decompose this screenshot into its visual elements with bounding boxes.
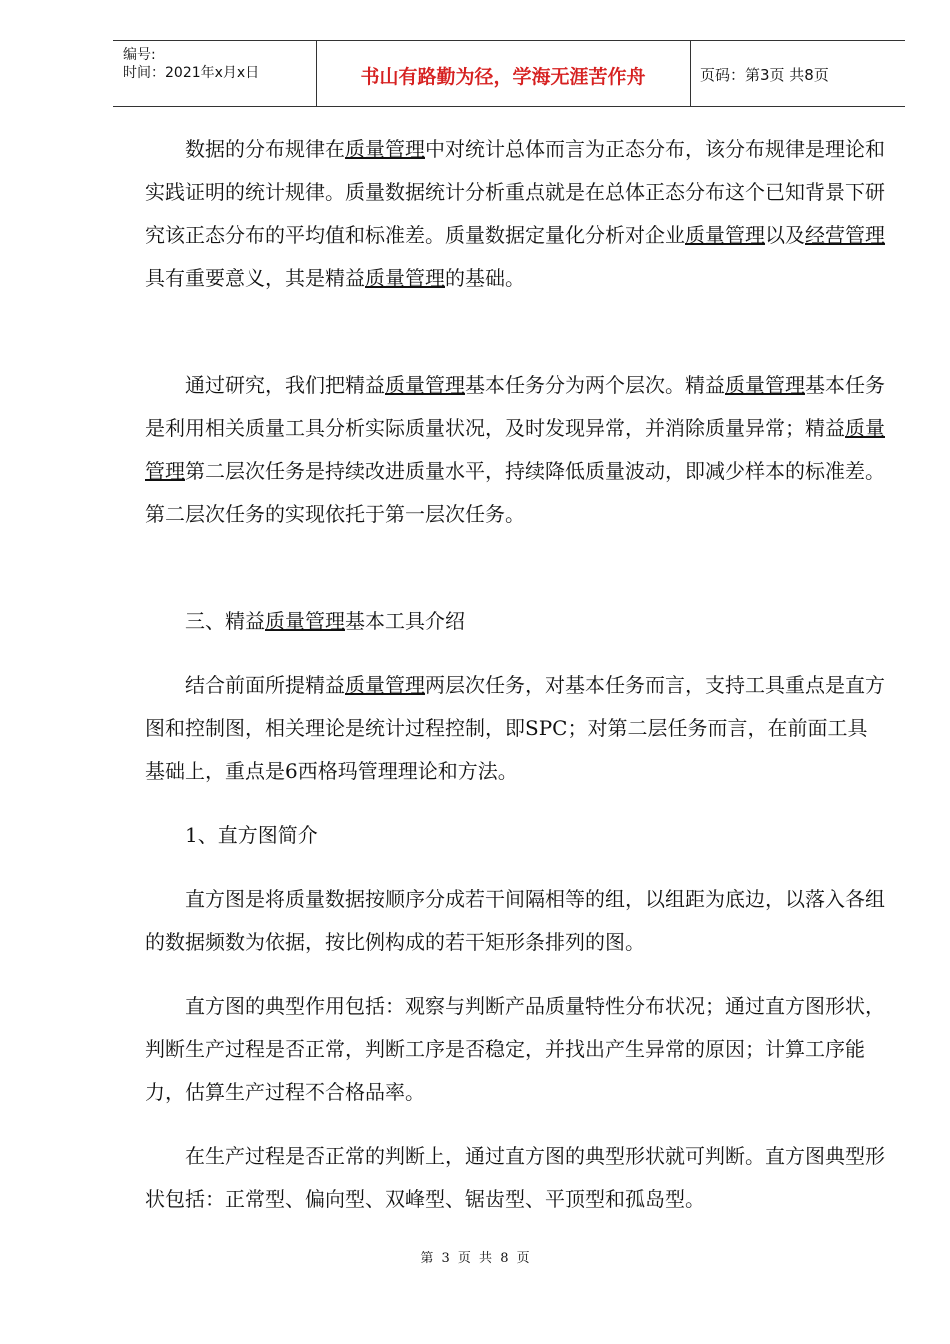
paragraph-text: 三、精益 bbox=[185, 609, 265, 633]
page-footer: 第 3 页 共 8 页 bbox=[420, 1251, 530, 1266]
underlined-term: 质量管理 bbox=[265, 609, 345, 633]
header-top-rule bbox=[113, 40, 905, 41]
underlined-term: 质量管理 bbox=[385, 373, 465, 397]
paragraph-histogram-shapes bbox=[145, 1135, 885, 1221]
paragraph-text: 直方图的典型作用包括：观察与判断产品质量特性分布状况；通过直方图形状，判断生产过程是否正常，判断工序是否稳定，并找出产生异常的原因；计算工序能力，估算生产过程不合格品率。 bbox=[145, 994, 885, 1104]
paragraph-text: 在生产过程是否正常的判断上，通过直方图的典型形状就可判断。直方图典型形状包括：正常型、偏向型、双峰型、锯齿型、平顶型和孤岛型。 bbox=[145, 1144, 885, 1211]
header-divider-2 bbox=[690, 40, 691, 107]
header-page-info: 页码：第3页 共8页 bbox=[700, 66, 829, 84]
document-number-label: 编号: bbox=[123, 47, 156, 63]
paragraph-task-levels bbox=[145, 364, 885, 536]
underlined-term: 质量管理 bbox=[685, 223, 765, 247]
subheading-histogram-intro bbox=[145, 814, 885, 857]
paragraph-text: 数据的分布规律在 bbox=[185, 137, 345, 161]
paragraph-text: 1、直方图简介 bbox=[185, 823, 318, 847]
paragraph-normal-distribution bbox=[145, 128, 885, 300]
underlined-term: 质量管理 bbox=[365, 266, 445, 290]
header-bottom-rule bbox=[113, 106, 905, 107]
paragraph-tools-overview bbox=[145, 664, 885, 793]
underlined-term: 质量管理 bbox=[345, 673, 425, 697]
header-motto: 书山有路勤为径，学海无涯苦作舟 bbox=[360, 66, 646, 88]
paragraph-text: 基本工具介绍 bbox=[345, 609, 465, 633]
paragraph-text: 中对统计总体而言为正态分布，该分布规律是理论和实践证明的统计规律。质量数据统计分析重点就是在总体正态分布这个已知背景下研究该正态分布的平均值和标准差。质量数据定量化分析对企业 bbox=[145, 137, 885, 247]
paragraph-text: 以及 bbox=[765, 223, 805, 247]
paragraph-text: 结合前面所提精益 bbox=[185, 673, 345, 697]
document-time-label: 时间：2021年x月x日 bbox=[123, 65, 260, 81]
paragraph-text: 的基础。 bbox=[445, 266, 525, 290]
paragraph-histogram-uses bbox=[145, 985, 885, 1114]
paragraph-text: 第二层次任务是持续改进质量水平，持续降低质量波动，即减少样本的标准差。第二层次任务的实现依托于第一层次任务。 bbox=[145, 459, 885, 526]
paragraph-text: 直方图是将质量数据按顺序分成若干间隔相等的组，以组距为底边，以落入各组的数据频数为依据，按比例构成的若干矩形条排列的图。 bbox=[145, 887, 885, 954]
paragraph-text: 具有重要意义，其是精益 bbox=[145, 266, 365, 290]
underlined-term: 质量管理 bbox=[345, 137, 425, 161]
paragraph-histogram-definition bbox=[145, 878, 885, 964]
paragraph-text: 两层次任务，对基本任务而言，支持工具重点是直方图和控制图，相关理论是统计过程控制，即SPC；对第二层任务而言，在前面工具基础上，重点是6西格玛管理理论和方法。 bbox=[145, 673, 885, 783]
underlined-term: 质量管理 bbox=[725, 373, 805, 397]
underlined-term: 经营管理 bbox=[805, 223, 885, 247]
section-heading-lean-tools bbox=[145, 600, 885, 643]
paragraph-text: 通过研究，我们把精益 bbox=[185, 373, 385, 397]
paragraph-text: 基本任务是利用相关质量工具分析实际质量状况，及时发现异常，并消除质量异常；精益 bbox=[145, 373, 885, 440]
paragraph-text: 基本任务分为两个层次。精益 bbox=[465, 373, 725, 397]
underlined-term: 质量管理 bbox=[145, 416, 885, 483]
